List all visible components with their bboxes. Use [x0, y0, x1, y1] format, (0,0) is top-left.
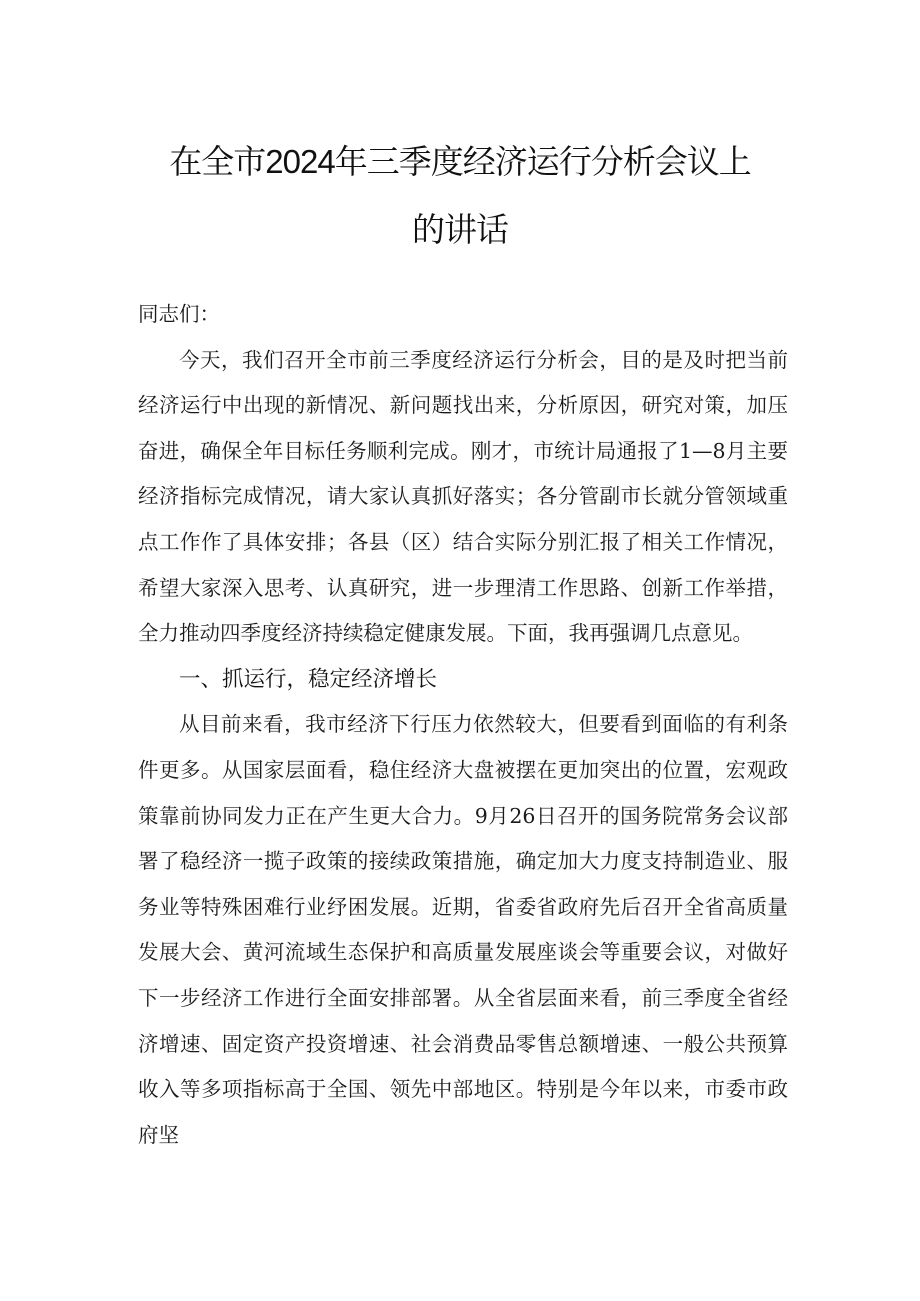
- paragraph-section-1: 从目前来看，我市经济下行压力依然较大，但要看到面临的有利条件更多。从国家层面看，稳住经济大盘被摆在更加突出的位置，宏观政策靠前协同发力正在产生更大合力。9月26日召开的国务院常务会议部署了稳经济一揽子政策的接续政策措施，确定加大力度支持制造业、服务业等特殊困难行业纾困发展。近期，省委省政府先后召开全省高质量发展大会、黄河流域生态保护和高质量发展座谈会等重要会议，对做好下一步经济工作进行全面安排部署。从全省层面来看，前三季度全省经济增速、固定资产投资增速、社会消费品零售总额增速、一般公共预算收入等多项指标高于全国、领先中部地区。特别是今年以来，市委市政府坚: [138, 712, 788, 1147]
- paragraph-intro: 今天，我们召开全市前三季度经济运行分析会，目的是及时把当前经济运行中出现的新情况、新问题找出来，分析原因，研究对策，加压奋进，确保全年目标任务顺利完成。刚才，市统计局通报了1—8月主要经济指标完成情况，请大家认真抓好落实；各分管副市长就分管领域重点工作作了具体安排；各县（区）结合实际分别汇报了相关工作情况，希望大家深入思考、认真研究，进一步理清工作思路、创新工作举措，全力推动四季度经济持续稳定健康发展。下面，我再强调几点意见。: [138, 347, 788, 646]
- section-heading: 一、抓运行，稳定经济增长: [179, 666, 438, 691]
- document-title-line-1: 在全市2024年三季度经济运行分析会议上: [169, 143, 751, 180]
- salutation: 同志们：: [138, 302, 220, 326]
- document-body: [138, 292, 788, 1158]
- document-title-line-2: 的讲话: [412, 211, 508, 248]
